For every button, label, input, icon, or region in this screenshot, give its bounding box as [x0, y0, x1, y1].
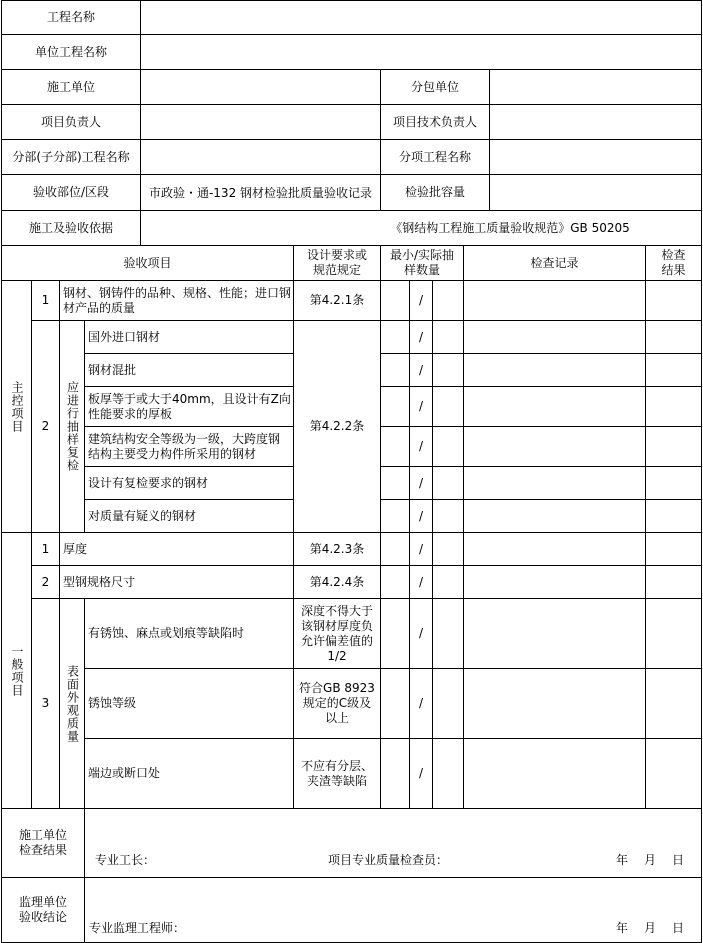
main-item2-sub-5-slash: /: [418, 475, 424, 490]
general-item1-spec: 第4.2.3条: [309, 541, 365, 556]
basis-value: 《钢结构工程施工质量验收规范》GB 50205: [390, 220, 630, 235]
col-item-header: 验收项目: [123, 255, 172, 270]
project-name-label: 工程名称: [46, 10, 95, 24]
supervisor-label: 专业监理工程师：: [89, 920, 186, 935]
project-manager-label: 项目负责人: [40, 114, 101, 129]
general-item3-sub-3-spec: 不应有分层、夹渣等缺陷: [300, 758, 373, 788]
general-item2-spec: 第4.2.4条: [309, 574, 365, 589]
main-item1-slash: /: [418, 293, 424, 307]
main-item2-sub-2: 钢材混批: [88, 362, 137, 377]
inspection-part-label: 验收部位/区段: [32, 185, 110, 199]
supervision-year: 年: [615, 920, 628, 935]
general-item3-sub-2-slash: /: [418, 696, 424, 710]
construction-year: 年: [615, 852, 628, 867]
general-item1-text: 厚度: [63, 541, 88, 556]
main-item1-text: 钢材、钢铸件的品种、规格、性能；进口钢材产品的质量: [63, 285, 292, 315]
main-item2-sub-1: 国外进口钢材: [88, 329, 161, 344]
general-item3-sub-2-spec: 符合GB 8923规定的C级及以上: [299, 681, 375, 725]
general-item3-label: 表面外观质量: [65, 664, 80, 743]
general-item3-sub-3-slash: /: [418, 766, 424, 780]
main-item1-spec: 第4.2.1条: [309, 293, 365, 307]
main-item2-spec: 第4.2.2条: [309, 419, 365, 433]
sub-division-label: 分部(子分部)工程名称: [12, 149, 130, 164]
subcontract-unit-label: 分包单位: [410, 79, 459, 94]
main-control-group-label: 主控项目: [10, 380, 24, 433]
general-item3-sub-1-slash: /: [418, 626, 424, 640]
tech-manager-label: 项目技术负责人: [392, 114, 477, 129]
supervision-month: 月: [643, 920, 656, 935]
construction-month: 月: [643, 852, 656, 867]
main-item2-label: 应进行抽样复检: [65, 381, 80, 472]
col-sample-header: 最小/实际抽样数量: [389, 248, 455, 277]
general-item1-no: 1: [41, 541, 50, 556]
quality-inspector-label: 项目专业质量检查员：: [328, 852, 449, 867]
general-group-label: 一般项目: [10, 644, 24, 697]
construction-unit-label: 施工单位: [46, 79, 95, 94]
supervision-label: 监理单位验收结论: [18, 895, 67, 924]
general-item3-sub-2: 锈蚀等级: [88, 696, 137, 710]
main-item1-no: 1: [41, 293, 50, 307]
main-item2-sub-1-slash: /: [418, 329, 424, 344]
basis-label: 施工及验收依据: [28, 220, 113, 235]
main-item2-sub-6-slash: /: [418, 508, 424, 523]
inspection-part-value: 市政验・通-132 钢材检验批质量验收记录: [148, 185, 373, 200]
construction-check-label: 施工单位检查结果: [18, 828, 67, 857]
foreman-label: 专业工长：: [95, 852, 156, 867]
main-item2-sub-4-slash: /: [418, 439, 424, 453]
batch-capacity-label: 检验批容量: [404, 185, 465, 199]
general-item2-no: 2: [41, 574, 50, 589]
general-item1-slash: /: [418, 541, 424, 556]
main-item2-no: 2: [41, 419, 50, 433]
main-item2-sub-3-slash: /: [418, 399, 424, 413]
construction-day: 日: [671, 852, 684, 867]
general-item2-slash: /: [418, 574, 424, 589]
col-record-header: 检查记录: [530, 255, 579, 270]
general-item2-text: 型钢规格尺寸: [63, 574, 136, 589]
sub-item-label: 分项工程名称: [398, 149, 471, 164]
general-item3-sub-3: 端边或断口处: [88, 766, 161, 780]
main-item2-sub-3: 板厚等于或大于40mm，且设计有Z向性能要求的厚板: [88, 391, 291, 421]
main-item2-sub-2-slash: /: [418, 362, 424, 377]
main-item2-sub-4: 建筑结构安全等级为一级，大跨度钢结构主要受力构件所采用的钢材: [88, 431, 281, 461]
col-design-header: 设计要求或规范规定: [306, 248, 367, 277]
unit-project-label: 单位工程名称: [34, 44, 107, 59]
general-item3-no: 3: [41, 696, 50, 710]
main-item2-sub-5: 设计有复检要求的钢材: [88, 475, 209, 490]
general-item3-sub-1-spec: 深度不得大于该钢材厚度负允许偏差值的1/2: [300, 603, 373, 663]
main-item2-sub-6: 对质量有疑义的钢材: [88, 508, 197, 523]
col-result-header: 检查结果: [661, 248, 686, 277]
general-item3-sub-1: 有锈蚀、麻点或划痕等缺陷时: [88, 626, 245, 640]
supervision-day: 日: [671, 920, 684, 935]
